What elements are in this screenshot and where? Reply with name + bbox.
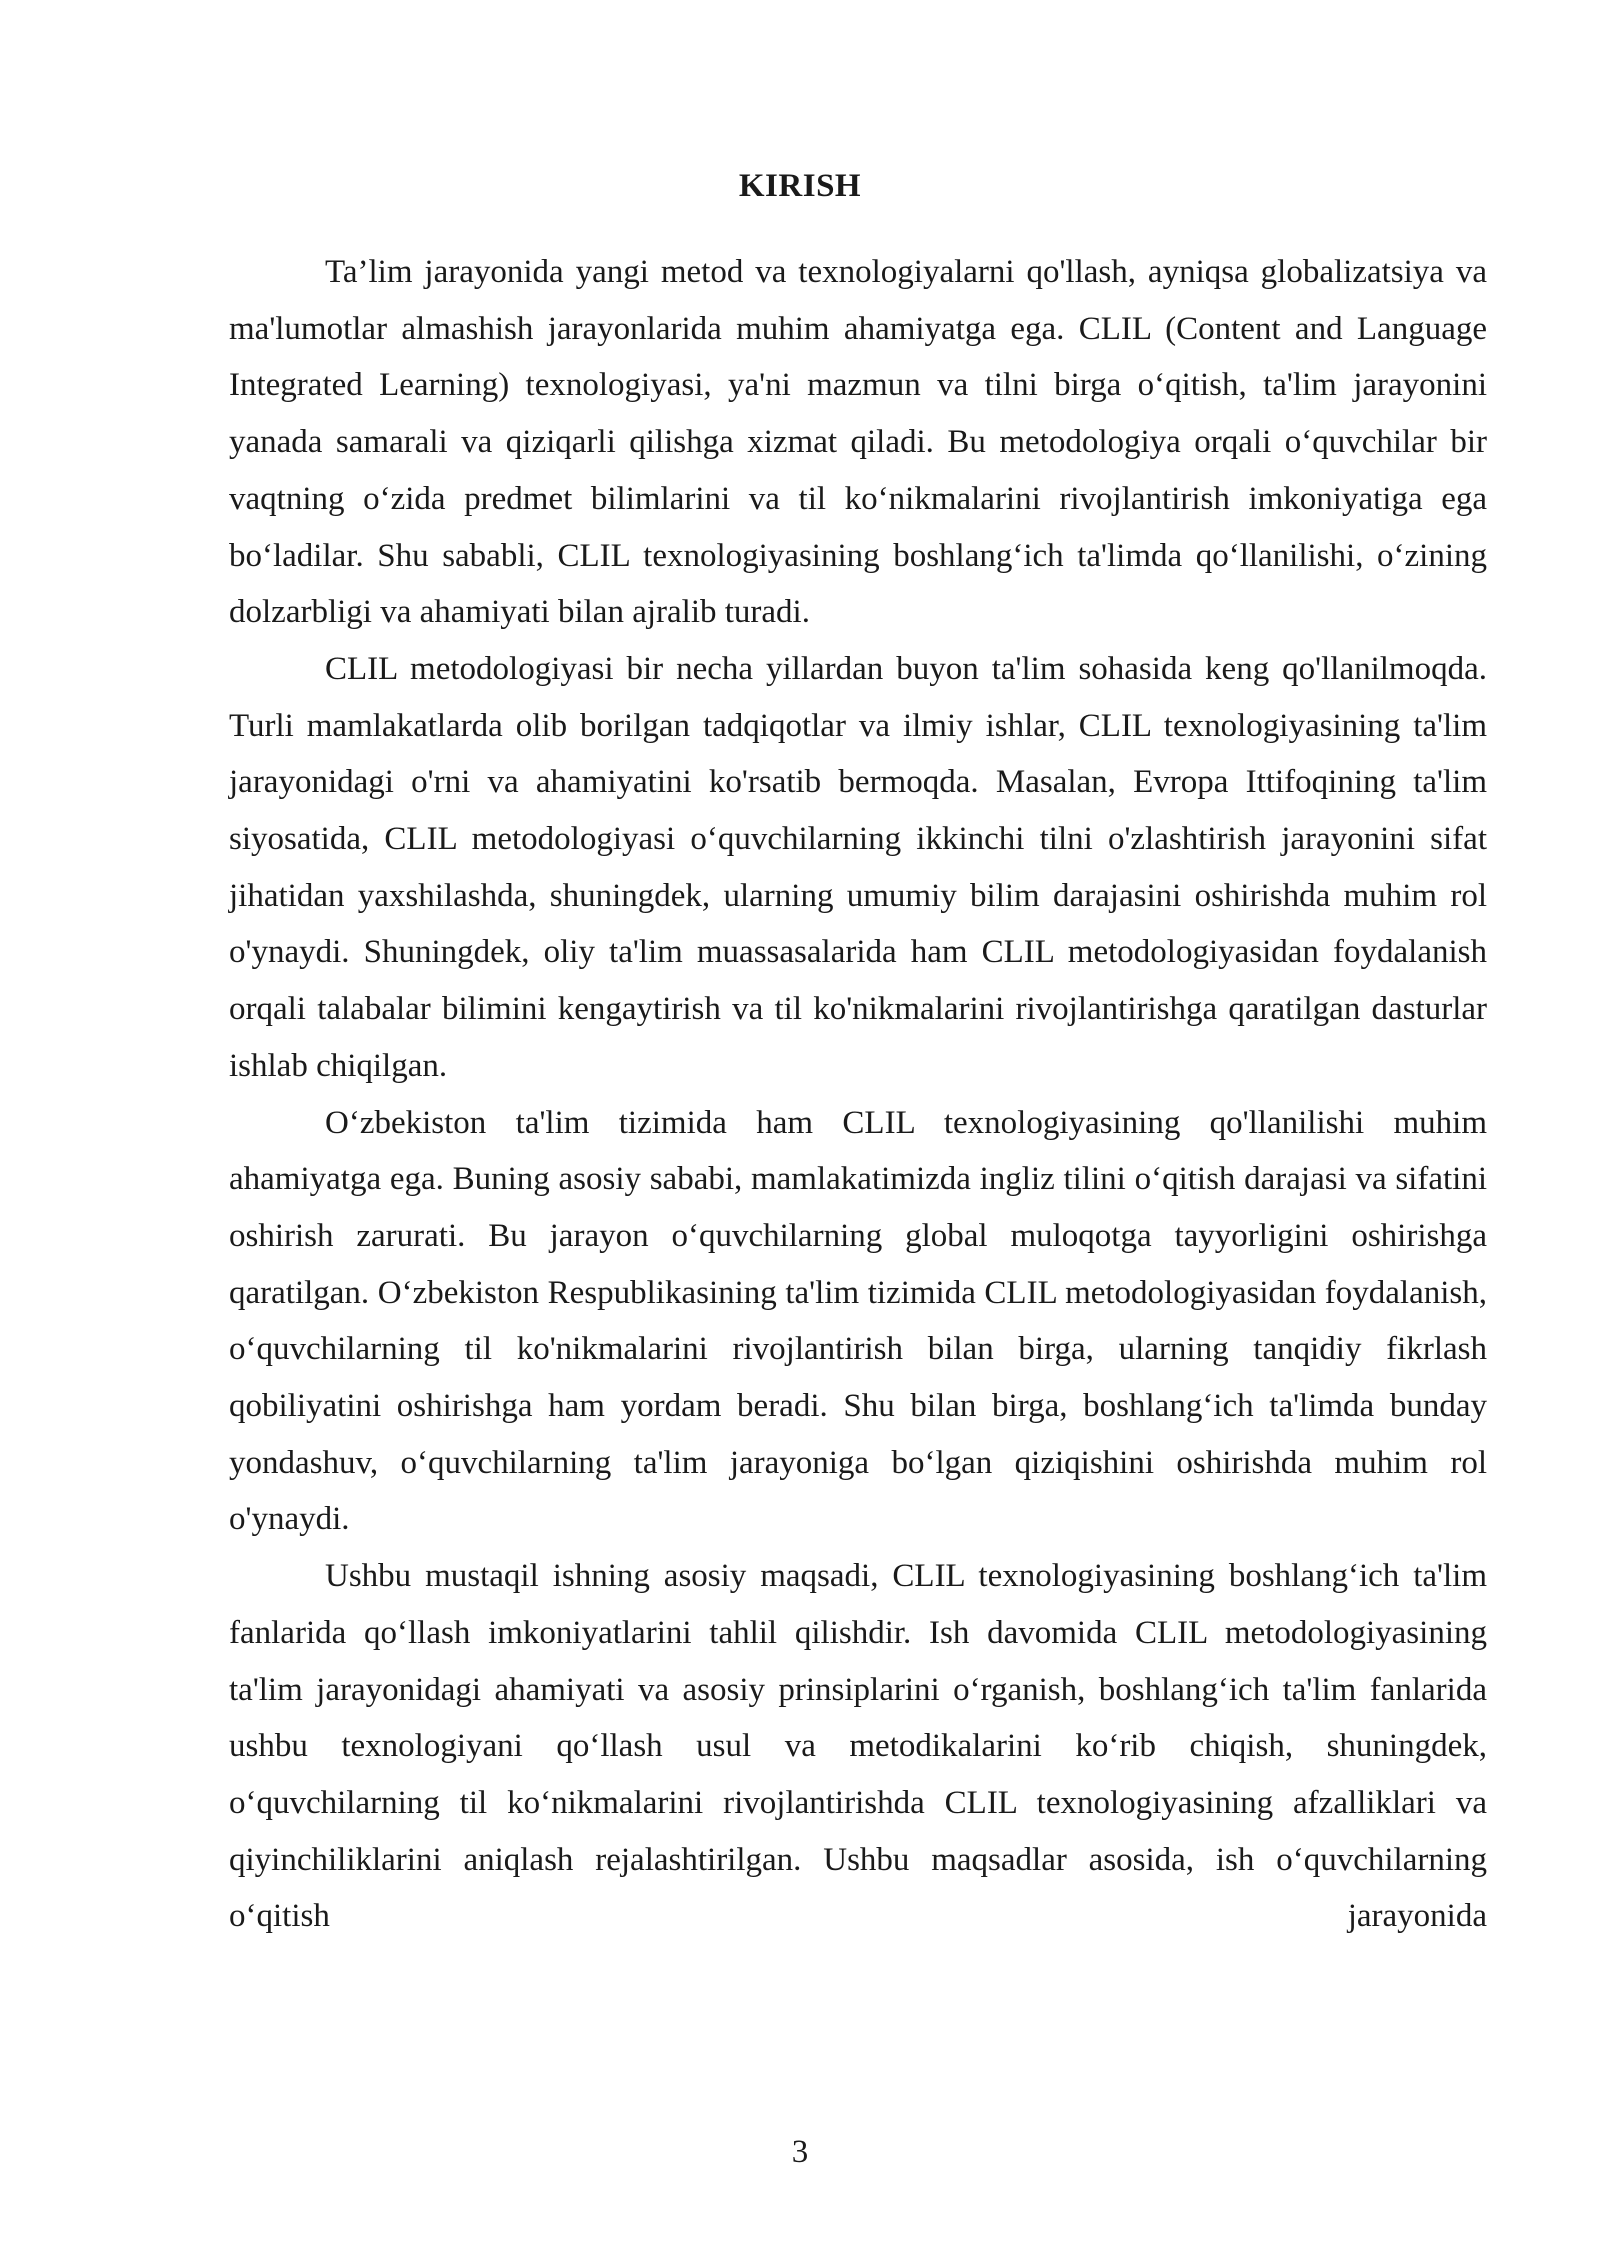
section-title: KIRISH <box>738 168 862 204</box>
body-text <box>229 244 1487 1945</box>
page-number: 3 <box>791 2134 809 2170</box>
paragraph-1: Ta’lim jarayonida yangi metod va texnologiyalarni qo'llash, ayniqsa globalizatsiya va ma'lumotlar almashish jarayonlarida muhim ahamiyatga ega. CLIL (Content and Language Integrated Learning) texnologiyasi, ya'ni mazmun va tilni birga o‘qitish, ta'lim jarayonini yanada samarali va qiziqarli qilishga xizmat qiladi. Bu metodologiya orqali o‘quvchilar bir vaqtning o‘zida predmet bilimlarini va til ko‘nikmalarini rivojlantirish imkoniyatiga ega bo‘ladilar. Shu sababli, CLIL texnologiyasining boshlang‘ich ta'limda qo‘llanilishi, o‘zining dolzarbligi va ahamiyati bilan ajralib turadi. <box>229 254 1487 631</box>
paragraph-3: O‘zbekiston ta'lim tizimida ham CLIL texnologiyasining qo'llanilishi muhim ahamiyatga ega. Buning asosiy sababi, mamlakatimizda ingliz tilini o‘qitish darajasi va sifatini oshirish zarurati. Bu jarayon o‘quvchilarning global muloqotga tayyorligini oshirishga qaratilgan. O‘zbekiston Respublikasining ta'lim tizimida CLIL metodologiyasidan foydalanish, o‘quvchilarning til ko'nikmalarini rivojlantirish bilan birga, ularning tanqidiy fikrlash qobiliyatini oshirishga ham yordam beradi. Shu bilan birga, boshlang‘ich ta'limda bunday yondashuv, o‘quvchilarning ta'lim jarayoniga bo‘lgan qiziqishini oshirishda muhim rol o'ynaydi. <box>229 1104 1487 1538</box>
paragraph-4: Ushbu mustaqil ishning asosiy maqsadi, CLIL texnologiyasining boshlang‘ich ta'lim fanlarida qo‘llash imkoniyatlarini tahlil qilishdir. Ish davomida CLIL metodologiyasining ta'lim jarayonidagi ahamiyati va asosiy prinsiplarini o‘rganish, boshlang‘ich ta'lim fanlarida ushbu texnologiyani qo‘llash usul va metodikalarini ko‘rib chiqish, shuningdek, o‘quvchilarning til ko‘nikmalarini rivojlantirishda CLIL texnologiyasining afzalliklari va qiyinchiliklarini aniqlash rejalashtirilgan. Ushbu maqsadlar asosida, ish o‘quvchilarning o‘qitish jarayonida <box>229 1558 1487 1935</box>
paragraph-2: CLIL metodologiyasi bir necha yillardan buyon ta'lim sohasida keng qo'llanilmoqda. Turli mamlakatlarda olib borilgan tadqiqotlar va ilmiy ishlar, CLIL texnologiyasining ta'lim jarayonidagi o'rni va ahamiyatini ko'rsatib bermoqda. Masalan, Evropa Ittifoqining ta'lim siyosatida, CLIL metodologiyasi o‘quvchilarning ikkinchi tilni o'zlashtirish jarayonini sifat jihatidan yaxshilashda, shuningdek, ularning umumiy bilim darajasini oshirishda muhim rol o'ynaydi. Shuningdek, oliy ta'lim muassasalarida ham CLIL metodologiyasidan foydalanish orqali talabalar bilimini kengaytirish va til ko'nikmalarini rivojlantirishga qaratilgan dasturlar ishlab chiqilgan. <box>229 650 1487 1084</box>
